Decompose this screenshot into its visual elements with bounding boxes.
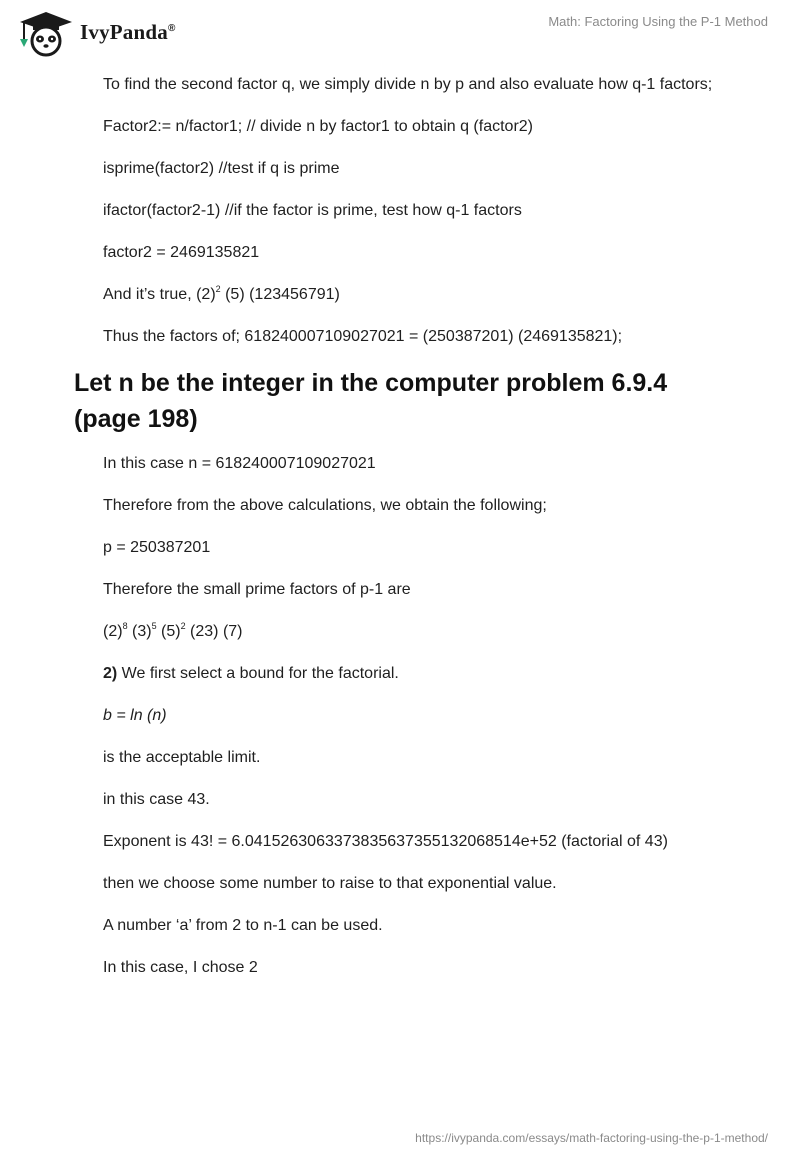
factors-result: Thus the factors of; 618240007109027021 = (250387201) (2469135821); (103, 328, 623, 345)
factor2-value: factor2 = 2469135821 (103, 244, 260, 261)
exponent-line: Exponent is 43! = 6.0415263063373835637355132068514e+52 (factorial of 43) (103, 833, 668, 850)
small-primes-line: Therefore the small prime factors of p-1 are (103, 581, 411, 598)
number-a-line: A number ‘a’ from 2 to n-1 can be used. (103, 917, 383, 934)
section-heading: Let n be the integer in the computer problem 6.9.4 (page 198) (74, 369, 668, 433)
p-value: p = 250387201 (103, 539, 211, 556)
source-url[interactable]: https://ivypanda.com/essays/math-factoring-using-the-p-1-method/ (415, 1131, 768, 1145)
bound-formula: b = ln (n) (103, 707, 167, 724)
step-number: 2) (103, 665, 118, 682)
case43-line: in this case 43. (103, 791, 210, 808)
therefore-line: Therefore from the above calculations, we obtain the following; (103, 497, 547, 514)
page-header (0, 0, 800, 66)
ivypanda-logo-icon[interactable] (14, 9, 78, 57)
true-statement: And it’s true, $(2)^2$ (5) (123456791) (103, 284, 340, 303)
acceptable-line: is the acceptable limit. (103, 749, 261, 766)
code-line: Factor2:= n/factor1; // divide n by factor1 to obtain q (factor2) (103, 118, 533, 135)
chose2-line: In this case, I chose 2 (103, 959, 258, 976)
intro-paragraph: To find the second factor q, we simply divide n by p and also evaluate how q-1 factors; (103, 76, 713, 93)
brand-name[interactable]: IvyPanda® (80, 20, 176, 44)
essay-content (74, 72, 724, 980)
document-title: Math: Factoring Using the P-1 Method (548, 14, 768, 29)
step2-line: 2) We first select a bound for the factorial. (103, 665, 399, 682)
prime-factors: $(2)^8$ $(3)^5$ $(5)^2$ (23) (7) (103, 621, 243, 640)
choose-line: then we choose some number to raise to that exponential value. (103, 875, 557, 892)
case-n-line: In this case n = 618240007109027021 (103, 455, 376, 472)
code-line: ifactor(factor2-1) //if the factor is prime, test how q-1 factors (103, 202, 522, 219)
code-line: isprime(factor2) //test if q is prime (103, 160, 340, 177)
